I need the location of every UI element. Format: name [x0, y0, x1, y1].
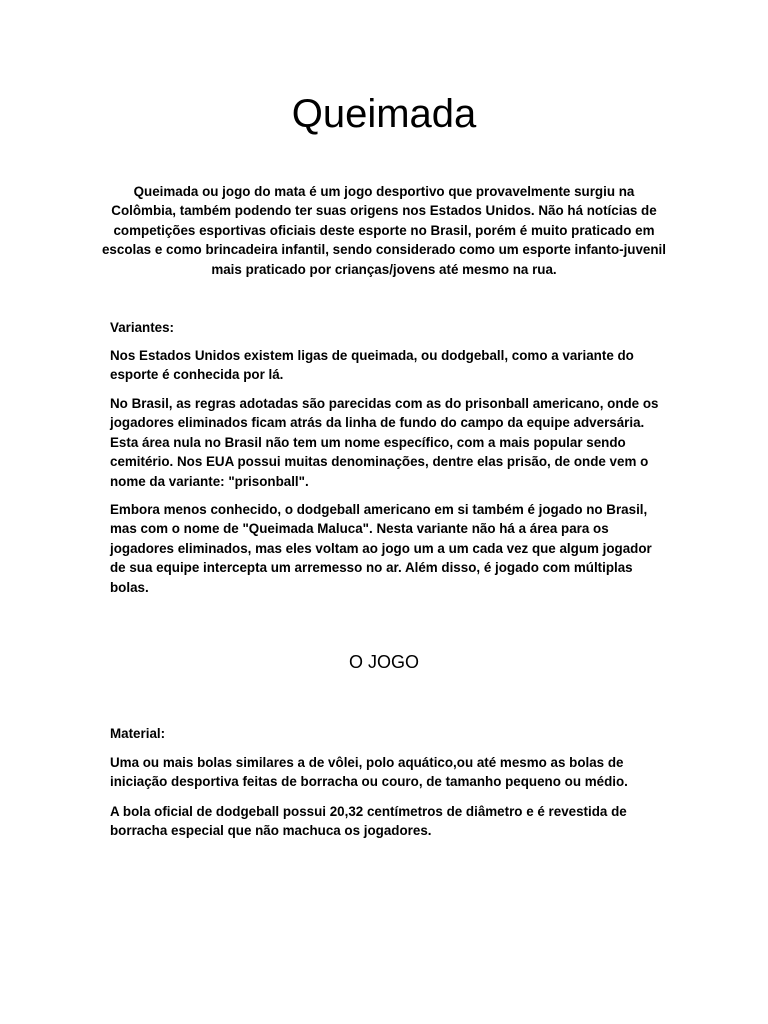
material-paragraph-2: A bola oficial de dodgeball possui 20,32 centímetros de diâmetro e é revestida de borracha especial que não machuca os jogadores. — [110, 804, 627, 839]
section-title: O JOGO — [348, 652, 419, 672]
variantes-heading: Variantes: — [110, 320, 175, 335]
material-heading: Material: — [110, 726, 166, 741]
document-title: Queimada — [291, 92, 477, 136]
material-paragraph-1: Uma ou mais bolas similares a de vôlei, polo aquático,ou até mesmo as bolas de iniciação desportiva feitas de borracha ou couro, de tamanho pequeno ou médio. — [110, 755, 628, 790]
variantes-paragraph-3: Embora menos conhecido, o dodgeball americano em si também é jogado no Brasil, mas com o nome de "Queimada Maluca". Nesta variante não há a área para os jogadores eliminados, mas eles voltam ao jogo um a um cada vez que algum jogador de sua equipe intercepta um arremesso no ar. Além disso, é jogado com múltiplas bolas. — [110, 502, 652, 595]
variantes-paragraph-1: Nos Estados Unidos existem ligas de queimada, ou dodgeball, como a variante do esporte é conhecida por lá. — [110, 348, 634, 383]
variantes-paragraph-2: No Brasil, as regras adotadas são parecidas com as do prisonball americano, onde os jogadores eliminados ficam atrás da linha de fundo do campo da equipe adversária. Esta área nula no Brasil não tem um nome específico, com a mais popular sendo cemitério. Nos EUA possui muitas denominações, dentre elas prisão, de onde vem o nome da variante: "prisonball". — [110, 396, 659, 489]
intro-paragraph: Queimada ou jogo do mata é um jogo desportivo que provavelmente surgiu na Colômbia, também podendo ter suas origens nos Estados Unidos. Não há notícias de competições esportivas oficiais deste esporte no Brasil, porém é muito praticado em escolas e como brincadeira infantil, sendo considerado como um esporte infanto-juvenil mais praticado por crianças/jovens até mesmo na rua. — [101, 184, 666, 277]
